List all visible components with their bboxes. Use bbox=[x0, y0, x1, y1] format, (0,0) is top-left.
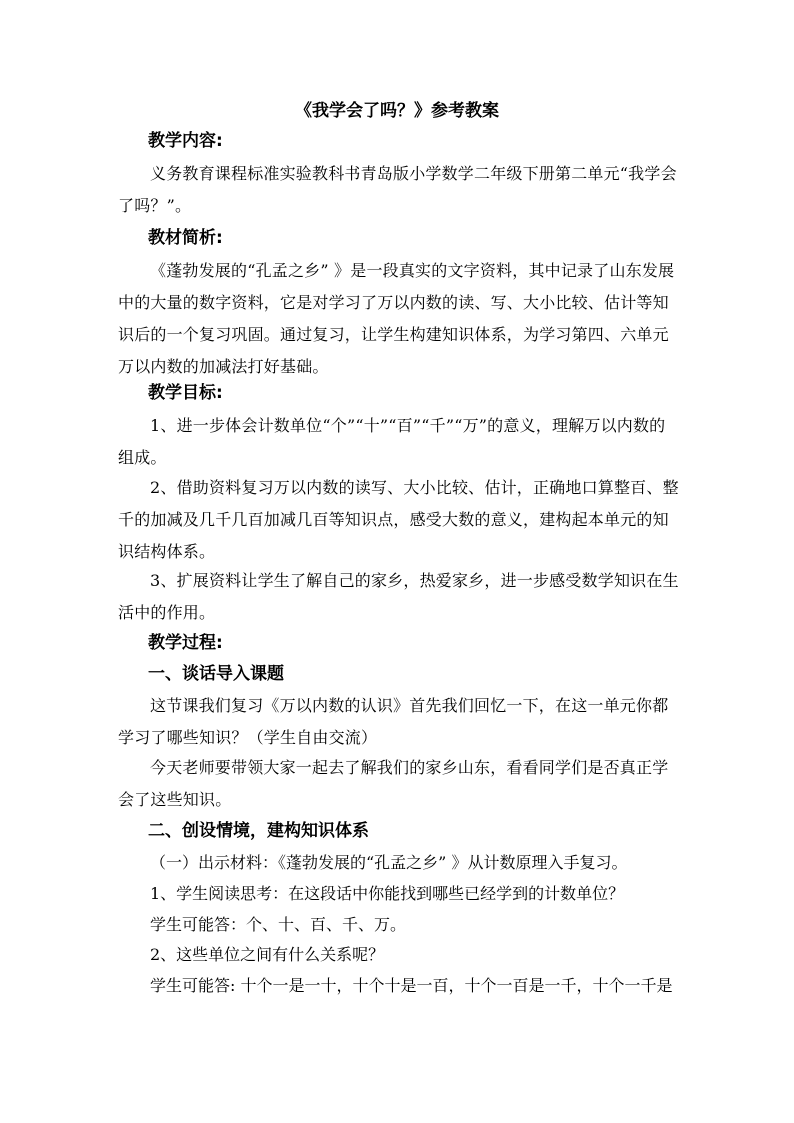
heading-material-analysis: 教材简析: bbox=[148, 228, 223, 248]
heading-part-2: 二、创设情境，建构知识体系 bbox=[148, 821, 369, 841]
line-part2-3: 学生可能答：个、十、百、千、万。 bbox=[150, 915, 407, 934]
paragraph-part1-1: 这节课我们复习《万以内数的认识》首先我们回忆一下，在这一单元你都学习了哪些知识？（学生自由交流） bbox=[118, 696, 669, 747]
heading-teaching-process: 教学过程: bbox=[148, 633, 223, 653]
line-part2-4: 2、这些单位之间有什么关系呢？ bbox=[150, 945, 385, 964]
paragraph-material-analysis: 《蓬勃发展的“孔孟之乡” 》是一段真实的文字资料，其中记录了山东发展中的大量的数字资料，它是对学习了万以内数的读、写、大小比较、估计等知识后的一个复习巩固。通过复习，让学生构建知识体系，为学习第四、六单元万以内数的加减法打好基础。 bbox=[118, 261, 675, 376]
line-part2-5: 学生可能答: 十个一是一十，十个十是一百，十个一百是一千，十个一千是 bbox=[150, 976, 673, 995]
paragraph-goal-3: 3、扩展资料让学生了解自己的家乡，热爱家乡，进一步感受数学知识在生活中的作用。 bbox=[118, 571, 679, 622]
line-part2-1: （一）出示材料：《蓬勃发展的“孔孟之乡” 》从计数原理入手复习。 bbox=[150, 853, 628, 872]
heading-part-1: 一、谈话导入课题 bbox=[148, 664, 284, 684]
paragraph-teaching-content: 义务教育课程标准实验教科书青岛版小学数学二年级下册第二单元“我学会了吗？”。 bbox=[118, 164, 677, 215]
line-part2-2: 1、学生阅读思考：在这段话中你能找到哪些已经学到的计数单位？ bbox=[150, 884, 625, 903]
document-title: 《我学会了吗？》参考教案 bbox=[295, 101, 499, 121]
heading-teaching-content: 教学内容: bbox=[148, 131, 223, 151]
paragraph-goal-2: 2、借助资料复习万以内数的读写、大小比较、估计，正确地口算整百、整千的加减及几千几百加减几百等知识点，感受大数的意义，建构起本单元的知识结构体系。 bbox=[118, 478, 679, 561]
heading-teaching-goals: 教学目标: bbox=[148, 383, 223, 403]
paragraph-part1-2: 今天老师要带领大家一起去了解我们的家乡山东，看看同学们是否真正学会了这些知识。 bbox=[118, 758, 669, 809]
paragraph-goal-1: 1、进一步体会计数单位“个”“十”“百”“千”“万”的意义，理解万以内数的组成。 bbox=[118, 416, 666, 467]
